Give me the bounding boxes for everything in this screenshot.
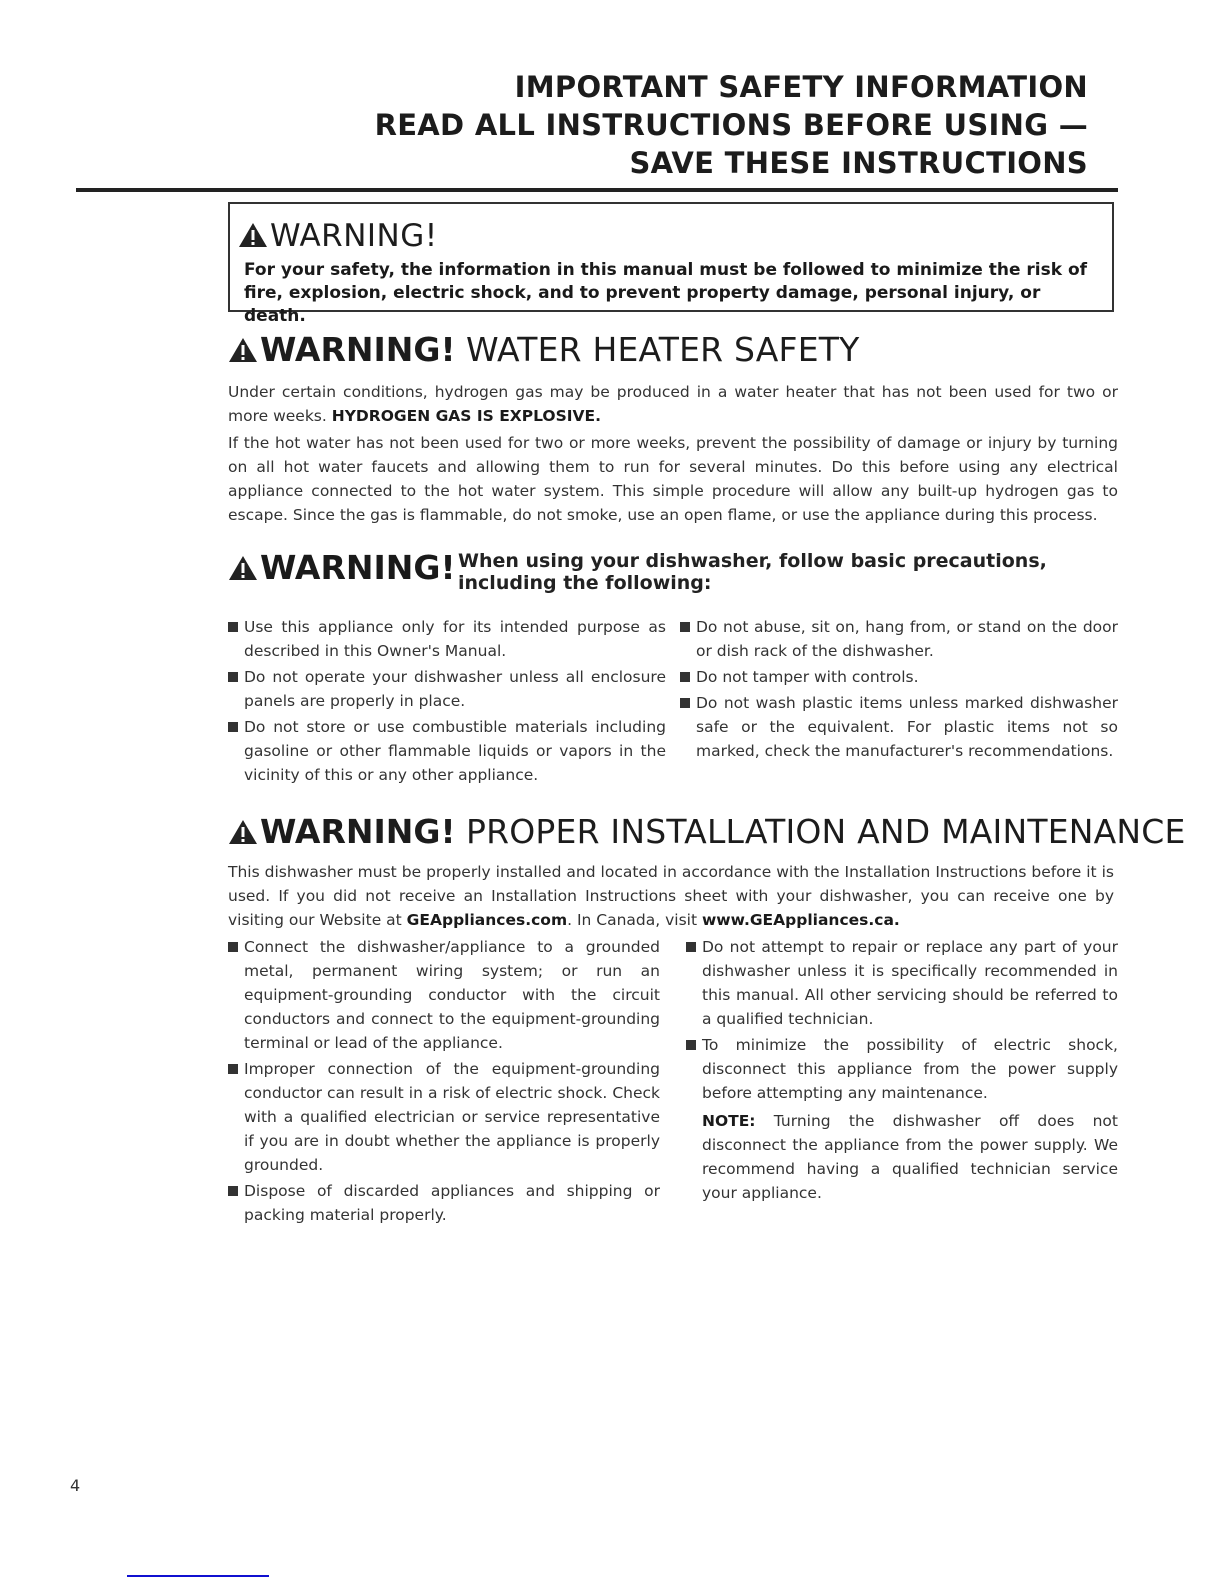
list-item: Connect the dishwasher/appliance to a grounded metal, permanent wiring system; or run an equipment-grounding conductor with the circuit conductors and connect to the equipment-grounding terminal or lead of the appliance.: [228, 935, 660, 1055]
footer-link-underline: [127, 1575, 269, 1577]
installation-right-list: [686, 935, 1118, 1207]
header-line-2: READ ALL INSTRUCTIONS BEFORE USING —: [374, 108, 1088, 142]
water-heater-paragraph-2: If the hot water has not been used for two or more weeks, prevent the possibility of damage or injury by turning on all hot water faucets and allowing them to run for several minutes. Do this before using any electrical appliance connected to the hot water system. This simple procedure will allow any built-up hydrogen gas to escape. Since the gas is flammable, do not smoke, use an open flame, or use the appliance during this process.: [228, 434, 1118, 524]
installation-intro: This dishwasher must be properly installed and located in accordance with the Installation Instructions before it is used. If you did not receive an Installation Instructions sheet with your dishwasher, you can receive one by visiting our Website at GEAppliances.com. In Canada, visit www.GEAppliances.ca.: [228, 863, 1114, 929]
warning-triangle-icon: [238, 222, 268, 248]
bullet-icon: [228, 942, 238, 952]
warning-triangle-icon: [228, 337, 258, 363]
general-warning-title: WARNING!: [238, 218, 438, 254]
bullet-icon: [228, 1064, 238, 1074]
page-header: [375, 68, 1088, 182]
bullet-icon: [680, 622, 690, 632]
warning-triangle-icon: [228, 819, 258, 845]
bullet-icon: [228, 722, 238, 732]
bullet-icon: [686, 1040, 696, 1050]
bullet-icon: [228, 622, 238, 632]
installation-left-list: [228, 935, 660, 1229]
ge-appliances-canada-link[interactable]: www.GEAppliances.ca.: [701, 911, 900, 929]
precautions-left-list: [228, 615, 666, 789]
list-item: Do not abuse, sit on, hang from, or stand on the door or dish rack of the dishwasher.: [680, 615, 1118, 663]
precautions-right-list: [680, 615, 1118, 765]
bullet-icon: [680, 698, 690, 708]
page-number: 4: [70, 1476, 81, 1495]
list-item: Do not store or use combustible materials including gasoline or other flammable liquids or vapors in the vicinity of this or any other appliance.: [228, 715, 666, 787]
list-item: Do not attempt to repair or replace any part of your dishwasher unless it is specifically recommended in this manual. All other servicing should be referred to a qualified technician.: [686, 935, 1118, 1031]
list-item: Dispose of discarded appliances and shipping or packing material properly.: [228, 1179, 660, 1227]
precautions-heading: WARNING!: [228, 548, 456, 587]
bullet-icon: [228, 1186, 238, 1196]
general-warning-text: For your safety, the information in this manual must be followed to minimize the risk of fire, explosion, electric shock, and to prevent property damage, personal injury, or death.: [244, 260, 1088, 326]
installation-heading: WARNING! PROPER INSTALLATION AND MAINTENANCE: [228, 812, 1186, 851]
bullet-icon: [686, 942, 696, 952]
general-warning-box: [228, 202, 1114, 326]
header-line-3: SAVE THESE INSTRUCTIONS: [629, 146, 1088, 180]
precautions-subtitle: When using your dishwasher, follow basic precautions, including the following:: [458, 550, 1047, 594]
list-item: To minimize the possibility of electric shock, disconnect this appliance from the power supply before attempting any maintenance.: [686, 1033, 1118, 1105]
list-item: Do not wash plastic items unless marked dishwasher safe or the equivalent. For plastic items not so marked, check the manufacturer's recommendations.: [680, 691, 1118, 763]
bullet-icon: [680, 672, 690, 682]
bullet-icon: [228, 672, 238, 682]
list-item: Improper connection of the equipment-grounding conductor can result in a risk of electric shock. Check with a qualified electrician or service representative if you are in doubt whether the appliance is properly grounded.: [228, 1057, 660, 1177]
installation-note: NOTE: Turning the dishwasher off does not disconnect the appliance from the power supply. We recommend having a qualified technician service your appliance.: [702, 1112, 1118, 1202]
water-heater-heading: WARNING! WATER HEATER SAFETY: [228, 330, 859, 369]
list-item: Do not operate your dishwasher unless all enclosure panels are properly in place.: [228, 665, 666, 713]
list-item: Do not tamper with controls.: [680, 665, 1118, 689]
ge-appliances-link[interactable]: GEAppliances.com: [406, 911, 568, 929]
water-heater-paragraph-1: Under certain conditions, hydrogen gas may be produced in a water heater that has not been used for two or more weeks. HYDROGEN GAS IS EXPLOSIVE.: [228, 383, 1118, 425]
header-line-1: IMPORTANT SAFETY INFORMATION: [514, 70, 1088, 104]
warning-triangle-icon: [228, 555, 258, 581]
list-item: Use this appliance only for its intended purpose as described in this Owner's Manual.: [228, 615, 666, 663]
header-divider: [76, 188, 1118, 192]
